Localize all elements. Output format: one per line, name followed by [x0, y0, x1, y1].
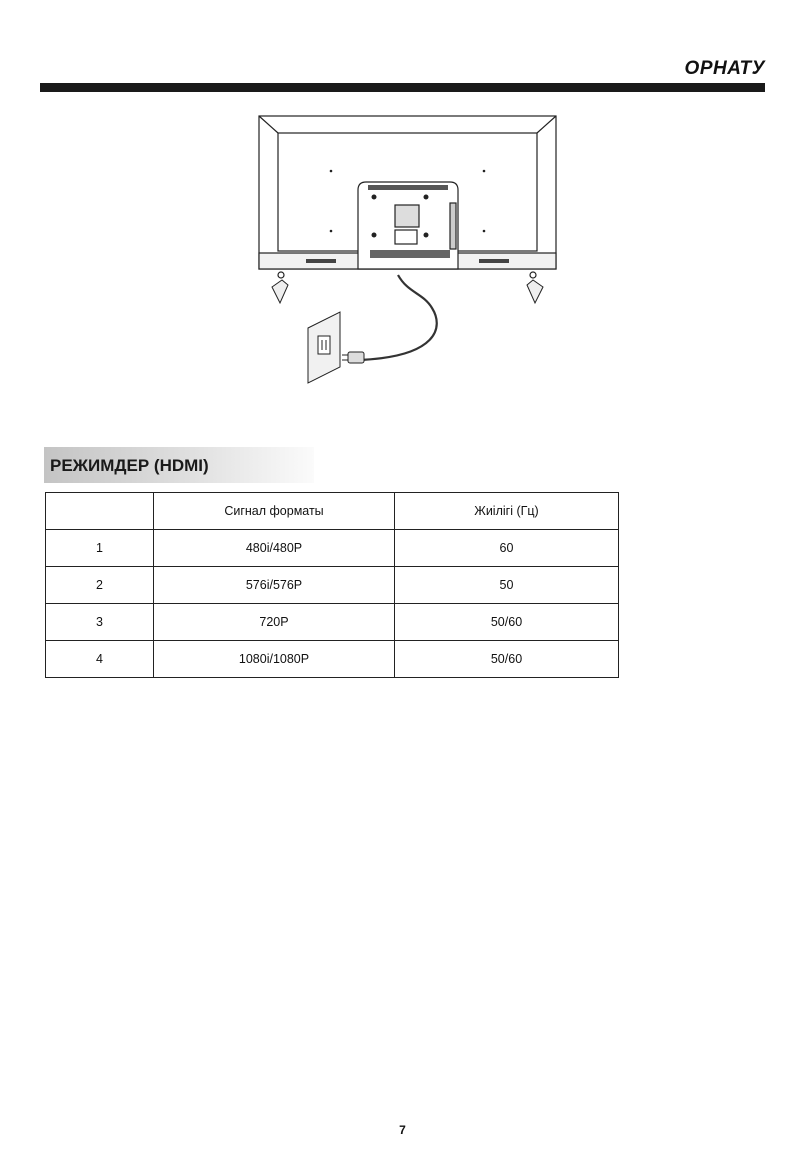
- table-header-cell: Жиілігі (Гц): [395, 493, 619, 530]
- table-cell: 4: [46, 641, 154, 678]
- table-row: [46, 567, 619, 604]
- table-cell: 1080i/1080P: [154, 641, 395, 678]
- header-rule: [40, 83, 765, 92]
- table-cell: 50: [395, 567, 619, 604]
- table-header-cell: [46, 493, 154, 530]
- table-row: [46, 604, 619, 641]
- table-cell: 480i/480P: [154, 530, 395, 567]
- tv-stand-feet: [272, 280, 543, 303]
- connector-panel: [358, 182, 458, 269]
- tv-rear-power-connection-illustration: [258, 115, 558, 387]
- table-cell: 2: [46, 567, 154, 604]
- power-plug: [342, 352, 364, 363]
- page-number: 7: [399, 1123, 406, 1137]
- page-header-title: ОРНАТУ: [684, 58, 765, 79]
- table-row: [46, 641, 619, 678]
- table-cell: 576i/576P: [154, 567, 395, 604]
- section-title: РЕЖИМДЕР (HDMI): [50, 456, 209, 475]
- table-cell: 50/60: [395, 604, 619, 641]
- table-cell: 720P: [154, 604, 395, 641]
- power-cable: [358, 275, 437, 360]
- hdmi-modes-table: [45, 492, 619, 678]
- table-cell: 60: [395, 530, 619, 567]
- table-cell: 1: [46, 530, 154, 567]
- table-cell: 50/60: [395, 641, 619, 678]
- wall-outlet: [308, 312, 340, 383]
- table-row: [46, 530, 619, 567]
- table-header-cell: Сигнал форматы: [154, 493, 395, 530]
- table-cell: 3: [46, 604, 154, 641]
- table-header-row: [46, 493, 619, 530]
- section-heading-bar: [44, 447, 314, 483]
